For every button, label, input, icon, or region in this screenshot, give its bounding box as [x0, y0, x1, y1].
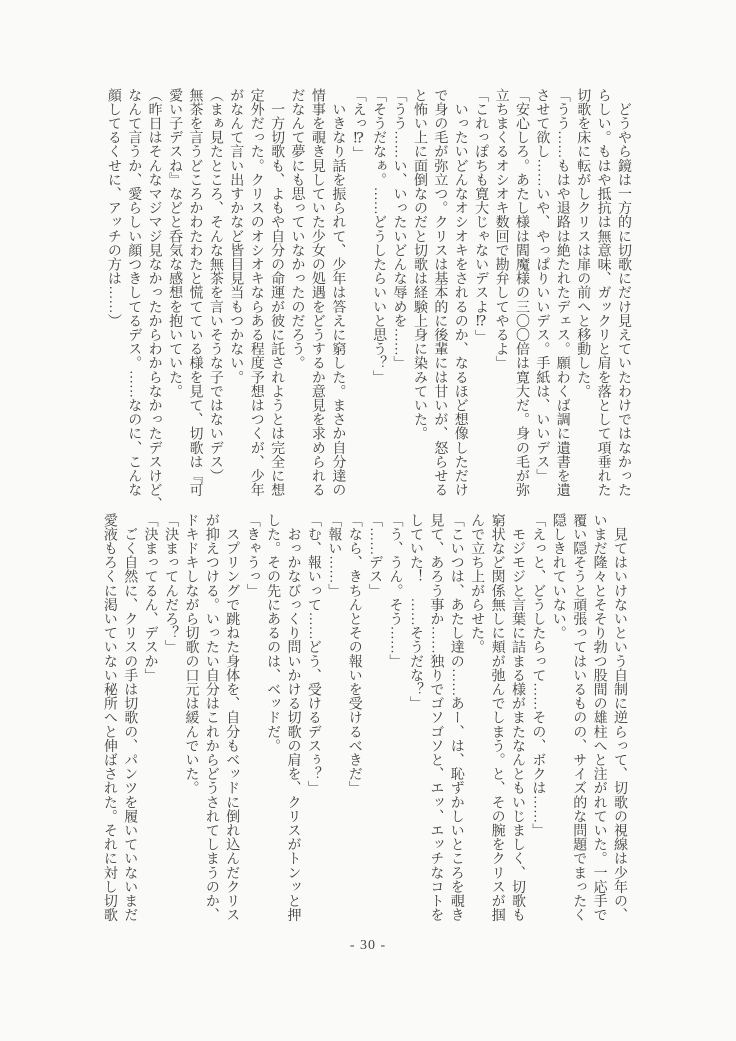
text-line: スプリングで跳ねた身体を、自分もベッドに倒れ込んだクリス — [224, 513, 240, 922]
text-line: いまだ隆々とそそり勃つ股間の雄柱へと注がれていた。一応手で — [591, 513, 607, 922]
text-line: 情事を覗き見していた少女の処遇をどうするか意見を求められる — [309, 88, 325, 497]
text-line: していた！ ……そうだな？」 — [407, 513, 423, 711]
text-line: どうやら鏡は一方的に切歌にだけ見えていたわけではなかった — [616, 88, 631, 497]
text-line: 「そうだなぁ。……どうしたらいいと思う？」 — [371, 88, 387, 385]
text-block-bottom — [98, 513, 629, 923]
text-line: だなんて夢にも思っていなかったのだろう。 — [289, 88, 305, 370]
text-line: 顔してるくせに、アッチの方は……） — [105, 88, 121, 328]
text-line: した。その先にあるのは、ベッドだ。 — [265, 513, 281, 753]
text-line: 一方切歌も、よもや自分の命運が彼に託されようとは完全に想 — [269, 88, 285, 497]
text-line: 「えっ⁉」 — [350, 88, 366, 161]
text-line: で身の毛が弥立つ。クリスは基本的に後輩には甘いが、怒らせる — [432, 88, 448, 497]
text-line: 無茶を言うどころかわたわたと慌てている様を見て、切歌は『可 — [187, 88, 203, 497]
text-line: 切歌を床に転がしクリスは扉の前へと移動した。 — [575, 88, 591, 399]
text-line: 「報い……」 — [326, 513, 342, 598]
page-number: - 30 - — [349, 938, 387, 953]
text-line: （まぁ見たところ、そんな無茶を言いそうな子ではないデス） — [207, 88, 223, 483]
text-line: が抑えつける。いったい自分はこれからどうされてしまうのか、 — [203, 513, 219, 922]
text-line: なんて言うか、愛らしい顔つきしてるデス。……なのに、こんな — [126, 88, 142, 497]
text-line: 「これっぽちも寛大じゃないデスよ⁉」 — [473, 88, 489, 344]
text-line: いったいどんなオシオキをされるのか、なるほど想像しただけ — [452, 88, 468, 497]
text-line: 定外だった。クリスのオシオキならある程度予想はつくが、少年 — [248, 88, 264, 497]
text-line: 見て、あろう事か……独りでゴソゴソと、エッ、エッチなコトを — [428, 513, 444, 922]
text-line: モジモジと言葉に詰まる様がまたなんともいじましく、切歌も — [509, 513, 525, 922]
text-line: 「うう……もはや退路は絶たれたデェス。願わくば調に遺書を遺 — [554, 88, 570, 497]
text-line: 「決まってんだろ？」 — [163, 513, 179, 654]
text-line: 「うう……い、いったいどんな辱めを……」 — [391, 88, 407, 370]
text-line: 覆い隠そうと頑張ってはいるものの、サイズ的な問題でまったく — [571, 513, 587, 922]
text-line: 隠しきれていない。 — [550, 513, 566, 640]
text-line: 窮状など関係無しに頬が弛んでしまう。と、その腕をクリスが掴 — [489, 513, 505, 922]
text-line: 見てはいけないという自制に逆らって、切歌の視線は少年の、 — [612, 513, 627, 922]
text-line: ごく自然に、クリスの手は切歌の、パンツを履いていないまだ — [122, 513, 138, 922]
text-line: 「う、うん。そう……」 — [387, 513, 403, 669]
text-line: 「安心しろ。あたし様は閻魔様の三〇〇倍は寛大だ。身の毛が弥 — [513, 88, 529, 497]
text-line: らしい。もはや抵抗は無意味、ガックリと肩を落として項垂れた — [595, 88, 611, 497]
text-line: 「決まってるん、デスか」 — [142, 513, 158, 683]
text-line: 愛い子デスね』などと呑気な感想を抱いていた。 — [167, 88, 183, 399]
text-line: 愛液もろくに渇いていない秘所へと伸ばされた。それに対し切歌 — [101, 513, 117, 922]
text-line: 「こいつは、あたし達の……あー、は、恥ずかしいところを覗き — [448, 513, 464, 922]
text-line: 「きゃうっ」 — [244, 513, 260, 598]
text-line: おっかなびっくり問いかける切歌の肩を、クリスがトンッと押 — [285, 513, 301, 922]
text-line: がなんて言い出すかなど皆目見当もつかない。 — [228, 88, 244, 385]
text-line: させて欲し……いや、やっぱりいいデス。手紙は、いいデス」 — [534, 88, 550, 483]
text-line: 「えっと、どうしたらって……その、ボクは……」 — [530, 513, 546, 838]
text-line: 「なら、きちんとその報いを受けるべきだ」 — [346, 513, 362, 795]
text-line: 「……デス」 — [367, 513, 383, 598]
text-line: と怖い上に面倒なのだと切歌は経験上身に染みていた。 — [411, 88, 427, 441]
text-block-top — [102, 88, 633, 511]
text-line: ドキドキしながら切歌の口元は緩んでいた。 — [183, 513, 199, 795]
text-line: んで立ち上がらせた。 — [469, 513, 485, 654]
text-line: 「む、報いって……どう、受けるデスぅ？」 — [305, 513, 321, 795]
text-line: （昨日はそんなマジマジ見なかったからわからなかったデスけど、 — [146, 88, 162, 511]
text-line: いきなり話を振られて、少年は答えに窮した。まさか自分達の — [330, 88, 346, 497]
text-line: 立ちまくるオシオキ数回で勘弁してやるよ」 — [493, 88, 509, 370]
